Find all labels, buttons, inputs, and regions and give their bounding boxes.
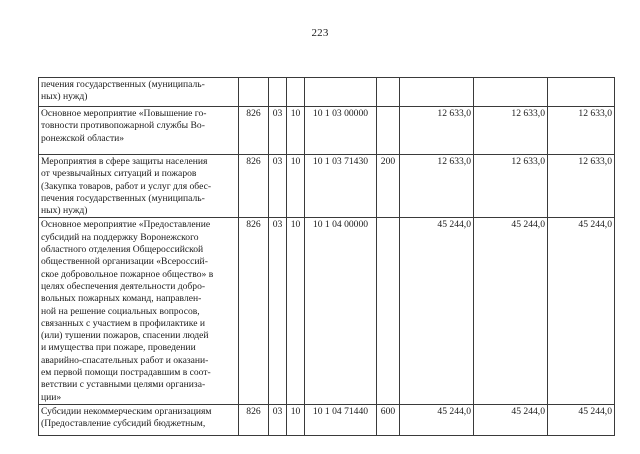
ministry-code-cell: 826: [239, 107, 269, 155]
expense-name-line: ных) нужд): [41, 91, 88, 103]
expense-name-line: ронежской области»: [41, 132, 125, 144]
subsection-code-cell: [287, 78, 305, 107]
expense-name-line: ной на решение социальных вопросов,: [41, 305, 200, 317]
expense-name-line: и имущества при пожаре, проведении: [41, 342, 196, 354]
target-article-cell: 10 1 03 71430: [305, 155, 377, 218]
table-row: [39, 155, 615, 218]
amount-year-3-cell: 12 633,0: [548, 107, 615, 155]
expense-type-cell: 600: [377, 404, 400, 435]
amount-year-2-cell: 45 244,0: [474, 218, 548, 404]
expense-name-line: печения государственных (муниципаль-: [41, 79, 205, 90]
section-code-cell: 03: [269, 155, 287, 218]
subsection-code-cell: 10: [287, 107, 305, 155]
expense-name-line: ветствии с уставными целями организа-: [41, 379, 206, 391]
subsection-code-cell: 10: [287, 155, 305, 218]
expense-name-line: общественной организации «Всероссий-: [41, 256, 208, 268]
amount-year-3-cell: 12 633,0: [548, 155, 615, 218]
target-article-cell: 10 1 04 71440: [305, 404, 377, 435]
expense-name-line: областного отделения Общероссийской: [41, 244, 204, 256]
table-row: [39, 107, 615, 155]
amount-year-2-cell: [474, 78, 548, 107]
subsection-code-cell: 10: [287, 404, 305, 435]
budget-table: [38, 77, 615, 436]
section-code-cell: 03: [269, 218, 287, 404]
expense-name-line: вольных пожарных команд, направлен-: [41, 293, 202, 305]
ministry-code-cell: 826: [239, 404, 269, 435]
expense-name-cell: [39, 78, 239, 107]
expense-name-cell: [39, 218, 239, 404]
expense-name-cell: [39, 155, 239, 218]
expense-name-line: Основное мероприятие «Повышение го-: [41, 108, 207, 119]
expense-name-line: субсидий на поддержку Воронежского: [41, 231, 199, 243]
expense-name-line: целях обеспечения деятельности добро-: [41, 280, 206, 292]
target-article-cell: [305, 78, 377, 107]
target-article-cell: 10 1 04 00000: [305, 218, 377, 404]
amount-year-1-cell: [400, 78, 474, 107]
expense-name-line: товности противопожарной службы Во-: [41, 120, 205, 132]
expense-type-cell: [377, 107, 400, 155]
amount-year-2-cell: 45 244,0: [474, 404, 548, 435]
section-code-cell: 03: [269, 404, 287, 435]
ministry-code-cell: [239, 78, 269, 107]
expense-name-line: печения государственных (муниципаль-: [41, 192, 205, 204]
expense-type-cell: [377, 78, 400, 107]
expense-name-line: ции»: [41, 391, 62, 403]
table-row: [39, 78, 615, 107]
table-row: [39, 404, 615, 435]
expense-name-line: от чрезвычайных ситуаций и пожаров: [41, 168, 197, 180]
expense-type-cell: 200: [377, 155, 400, 218]
amount-year-3-cell: 45 244,0: [548, 404, 615, 435]
expense-name-line: связанных с участием в профилактике и: [41, 317, 206, 329]
amount-year-1-cell: 45 244,0: [400, 404, 474, 435]
amount-year-1-cell: 45 244,0: [400, 218, 474, 404]
target-article-cell: 10 1 03 00000: [305, 107, 377, 155]
expense-type-cell: [377, 218, 400, 404]
amount-year-3-cell: [548, 78, 615, 107]
expense-name-line: (или) тушении пожаров, спасении людей: [41, 330, 209, 342]
expense-name-line: Субсидии некоммерческим организациям: [41, 405, 212, 417]
section-code-cell: [269, 78, 287, 107]
section-code-cell: 03: [269, 107, 287, 155]
subsection-code-cell: 10: [287, 218, 305, 404]
expense-name-cell: [39, 404, 239, 435]
expense-name-cell: [39, 107, 239, 155]
expense-name-line: аварийно-спасательных работ и оказани-: [41, 354, 209, 366]
expense-name-line: (Закупка товаров, работ и услуг для обес-: [41, 180, 212, 192]
expense-name-line: Основное мероприятие «Предоставление: [41, 219, 211, 231]
amount-year-3-cell: 45 244,0: [548, 218, 615, 404]
amount-year-2-cell: 12 633,0: [474, 107, 548, 155]
page-number: 223: [311, 27, 329, 39]
amount-year-2-cell: 12 633,0: [474, 155, 548, 218]
expense-name-line: ское добровольное пожарное общество» в: [41, 268, 214, 280]
expense-name-line: ных) нужд): [41, 205, 88, 217]
budget-table-body: [39, 78, 615, 436]
expense-name-line: Мероприятия в сфере защиты населения: [41, 156, 208, 167]
expense-name-line: (Предоставление субсидий бюджетным,: [41, 418, 206, 430]
amount-year-1-cell: 12 633,0: [400, 107, 474, 155]
ministry-code-cell: 826: [239, 155, 269, 218]
table-row: [39, 218, 615, 404]
amount-year-1-cell: 12 633,0: [400, 155, 474, 218]
ministry-code-cell: 826: [239, 218, 269, 404]
expense-name-line: ем первой помощи пострадавшим в соот-: [41, 367, 211, 379]
